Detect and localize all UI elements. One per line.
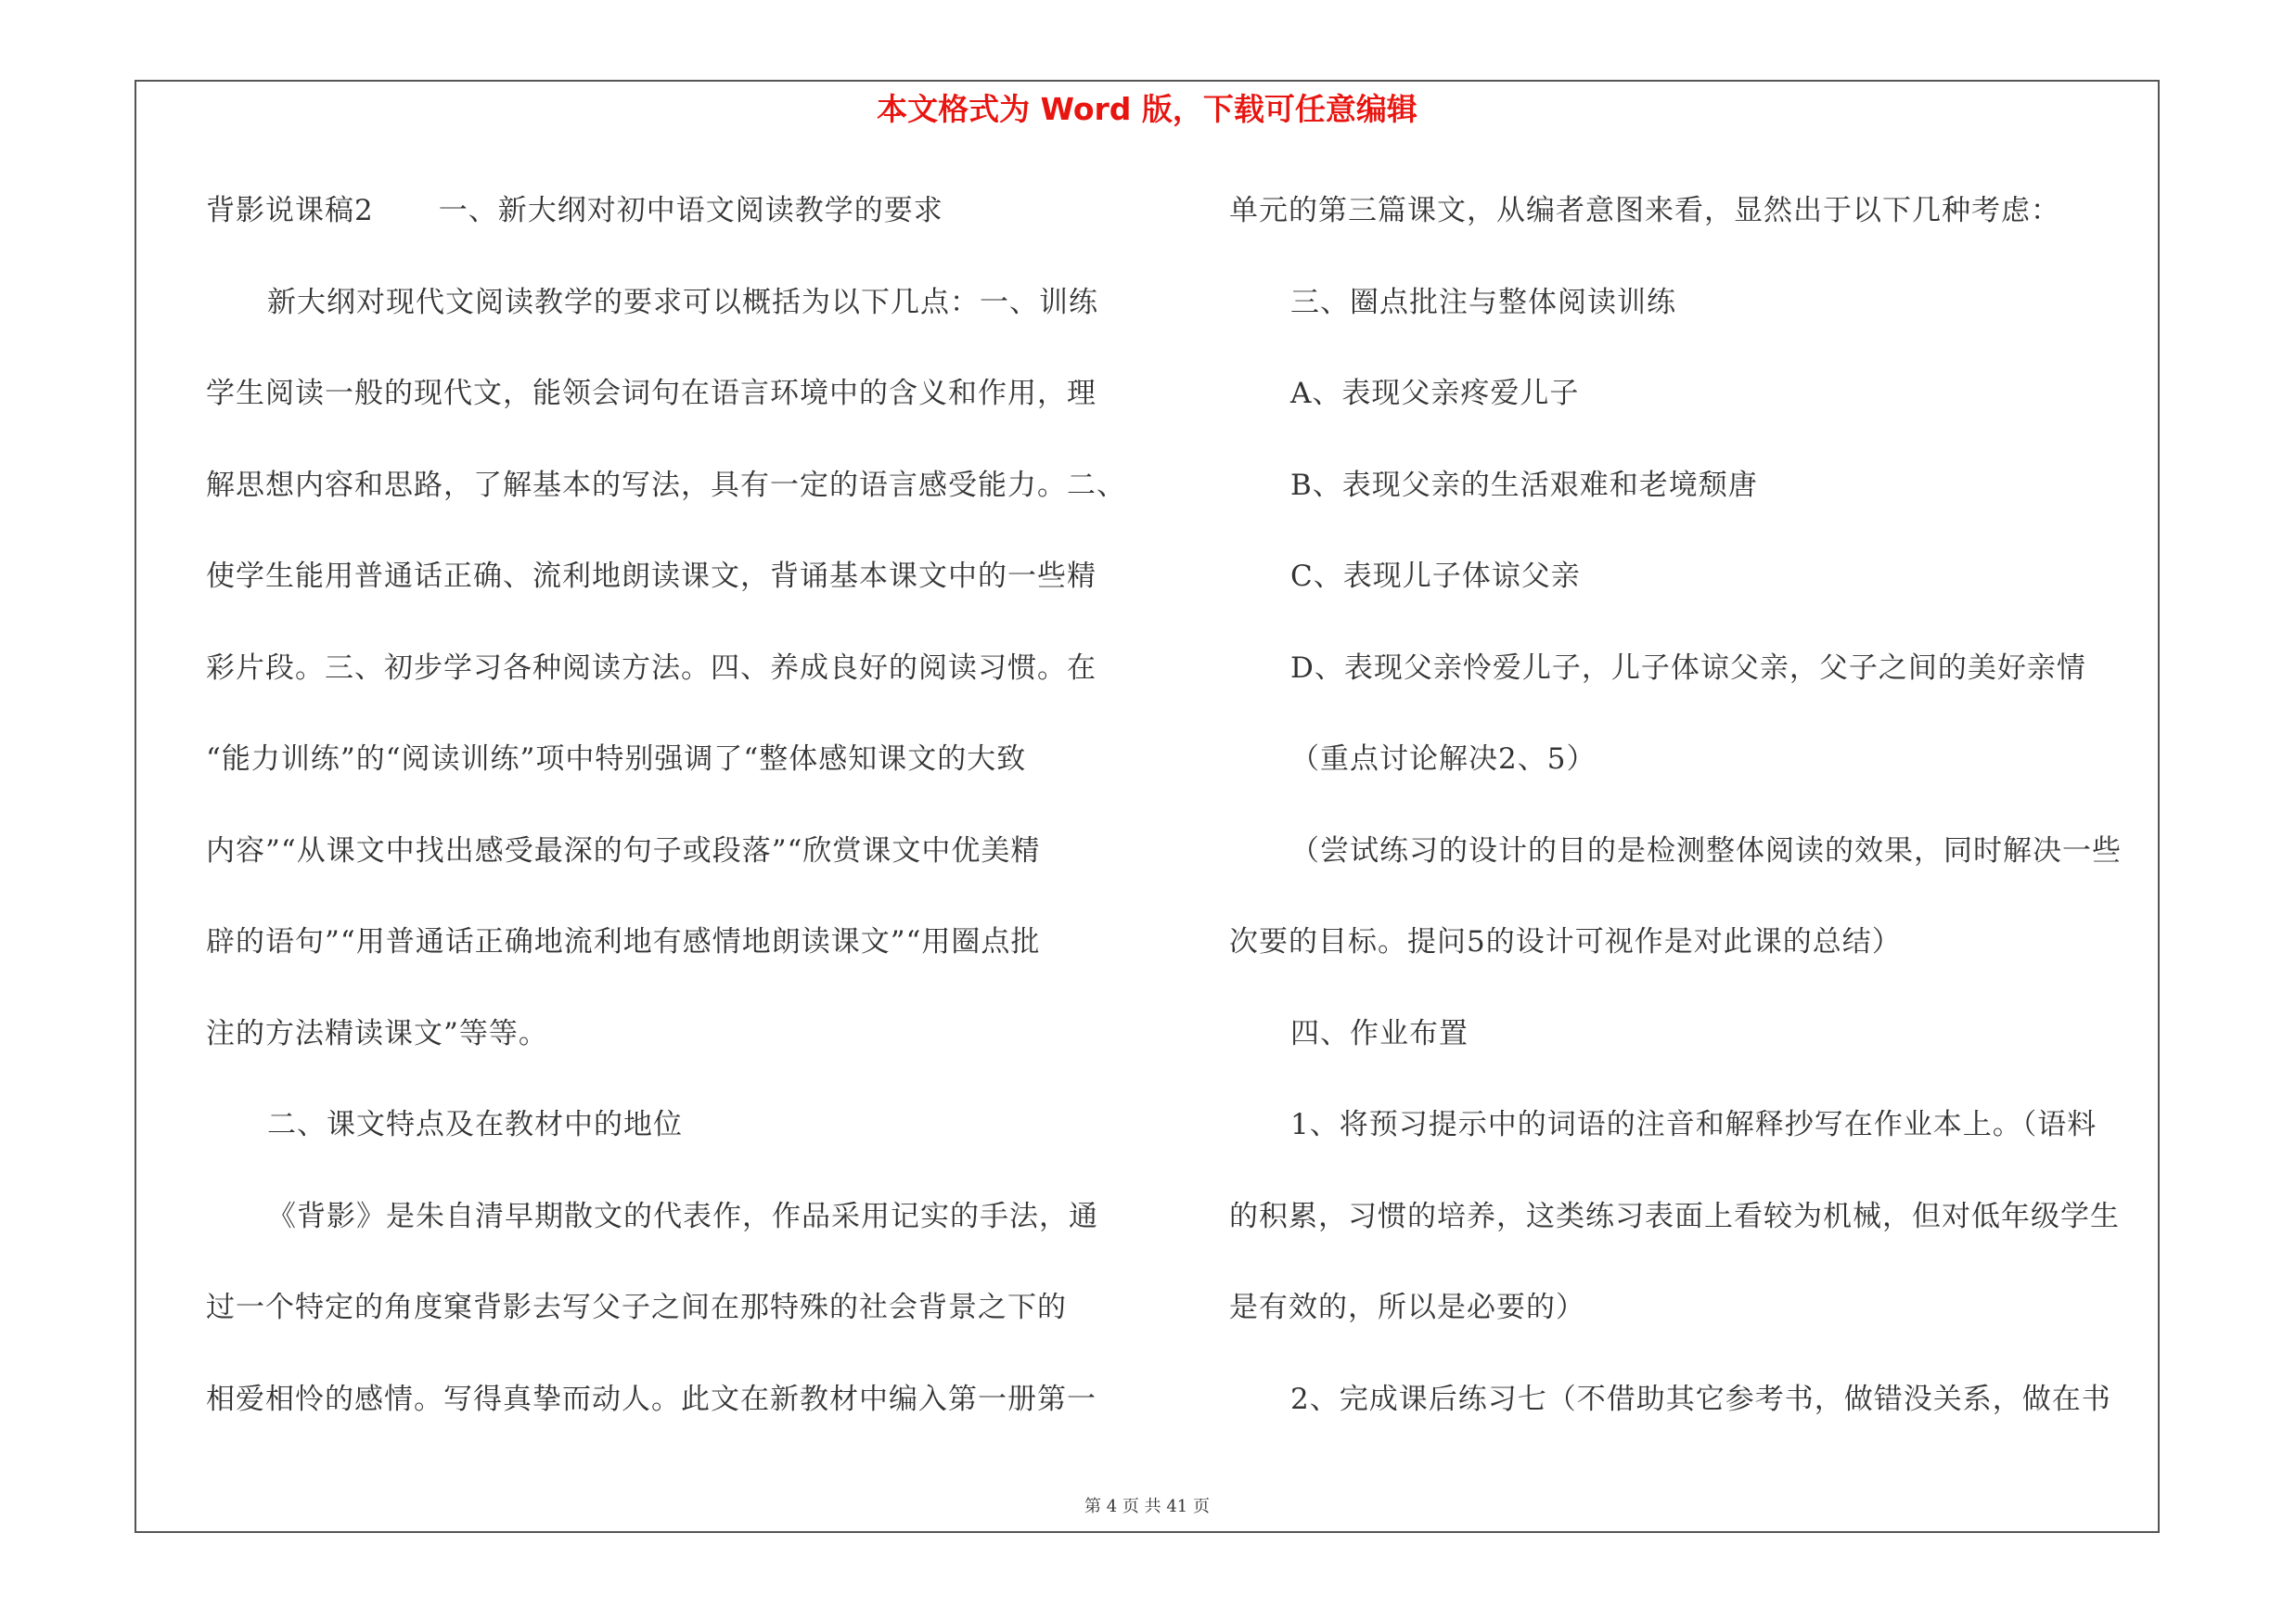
- list-item: B、表现父亲的生活艰难和老境颓唐: [1290, 468, 1758, 502]
- paragraph-line: [206, 165, 1124, 257]
- paragraph-line: 2、完成课后练习七（不借助其它参考书，做错没关系，做在书: [1290, 1382, 2111, 1416]
- paragraph-line: （尝试练习的设计的目的是检测整体阅读的效果，同时解决一些: [1290, 833, 2122, 868]
- document-title: 背影说课稿2: [206, 194, 374, 227]
- section-heading: 四、作业布置: [1290, 1016, 1469, 1050]
- format-notice-banner: 本文格式为 Word 版，下载可任意编辑: [877, 91, 1417, 127]
- paragraph-line: 1、将预习提示中的词语的注音和解释抄写在作业本上。（语料: [1290, 1108, 2097, 1141]
- paragraph-line: 学生阅读一般的现代文，能领会词句在语言环境中的含义和作用，理: [206, 377, 1097, 410]
- paragraph-line: 新大纲对现代文阅读教学的要求可以概括为以下几点：一、训练: [267, 285, 1098, 319]
- paragraph-line: 解思想内容和思路，了解基本的写法，具有一定的语言感受能力。二、: [206, 468, 1126, 502]
- section-heading: 一、新大纲对初中语文阅读教学的要求: [438, 194, 943, 227]
- paragraph-line: 是有效的，所以是必要的）: [1229, 1291, 1585, 1324]
- list-item: A、表现父亲疼爱儿子: [1290, 377, 1580, 410]
- right-text-column: [1229, 165, 2155, 1445]
- page-number-footer: 第 4 页 共 41 页: [1084, 1497, 1210, 1516]
- paragraph-line: 次要的目标。提问5的设计可视作是对此课的总结）: [1229, 925, 1902, 959]
- paragraph-line: 过一个特定的角度窠背影去写父子之间在那特殊的社会背景之下的: [206, 1291, 1067, 1324]
- list-item: D、表现父亲怜爱儿子，儿子体谅父亲，父子之间的美好亲情: [1290, 650, 2086, 685]
- paragraph-line: 的积累，习惯的培养，这类练习表面上看较为机械，但对低年级学生: [1229, 1199, 2120, 1233]
- paragraph-line: 单元的第三篇课文，从编者意图来看，显然出于以下几种考虑：: [1229, 194, 2060, 227]
- section-heading: 三、圈点批注与整体阅读训练: [1290, 285, 1676, 319]
- paragraph-line: 辟的语句”“用普通话正确地流利地有感情地朗读课文”“用圈点批: [206, 925, 1041, 959]
- left-text-column: [206, 165, 1124, 1445]
- paragraph-line: 注的方法精读课文”等等。: [206, 1016, 548, 1050]
- paragraph-line: 内容”“从课文中找出感受最深的句子或段落”“欣赏课文中优美精: [206, 833, 1041, 868]
- paragraph-line: 使学生能用普通话正确、流利地朗读课文，背诵基本课文中的一些精: [206, 560, 1097, 593]
- paragraph-line: 彩片段。三、初步学习各种阅读方法。四、养成良好的阅读习惯。在: [206, 650, 1097, 685]
- paragraph-line: “能力训练”的“阅读训练”项中特别强调了“整体感知课文的大致: [206, 742, 1027, 776]
- paragraph-line: （重点讨论解决2、5）: [1290, 742, 1597, 776]
- list-item: C、表现儿子体谅父亲: [1290, 560, 1581, 593]
- section-heading: 二、课文特点及在教材中的地位: [267, 1108, 683, 1141]
- paragraph-line: 《背影》是朱自清早期散文的代表作，作品采用记实的手法，通: [267, 1199, 1098, 1233]
- paragraph-line: 相爱相怜的感情。写得真挚而动人。此文在新教材中编入第一册第一: [206, 1382, 1097, 1416]
